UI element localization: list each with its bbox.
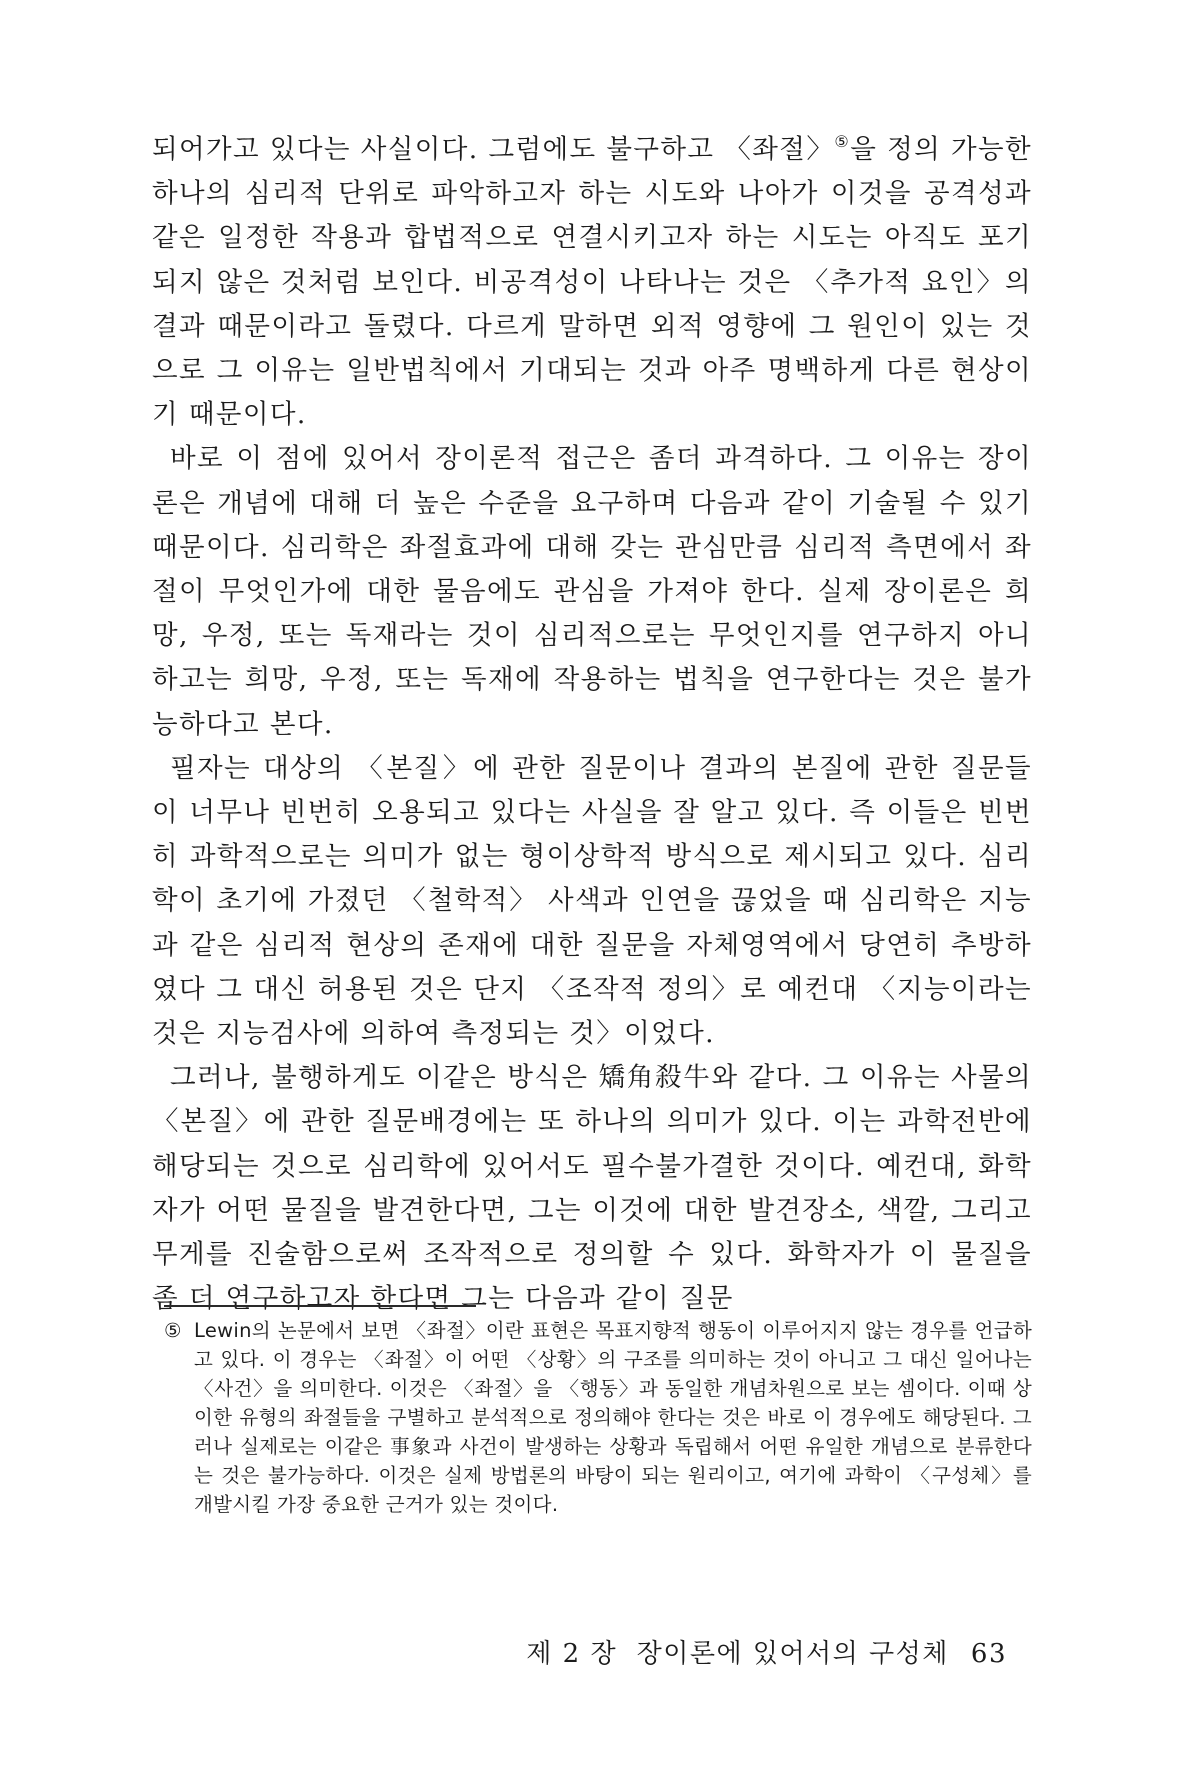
footnote-marker: ⑤ bbox=[164, 1319, 182, 1342]
main-text bbox=[152, 128, 1032, 1321]
footnote-5 bbox=[164, 1316, 1032, 1519]
paragraph-1 bbox=[152, 128, 1032, 437]
footnote-reference-5[interactable]: ⑤ bbox=[834, 132, 851, 151]
footnote-text: Lewin의 논문에서 보면 〈좌절〉이란 표현은 목표지향적 행동이 이루어지지 않는 경우를 언급하고 있다. 이 경우는 〈좌절〉이 어떤 〈상황〉의 구조를 의미하는 것이 아니고 그 대신 일어나는 〈사건〉을 의미한다. 이것은 〈좌절〉을 〈행동〉과 동일한 개념차원으로 보는 셈이다. 이때 상이한 유형의 좌절들을 구별하고 분석적으로 정의해야 한다는 것은 바로 이 경우에도 해당된다. 그러나 실제로는 이같은 事象과 사건이 발생하는 상황과 독립해서 어떤 유일한 개념으로 분류한다는 것은 불가능하다. 이것은 실제 방법론의 바탕이 되는 원리이고, 여기에 과학이 〈구성체〉를 개발시킬 가장 중요한 근거가 있는 것이다. bbox=[194, 1319, 1032, 1516]
chapter-title: 제 2 장 장이론에 있어서의 구성체 bbox=[526, 1639, 949, 1669]
running-footer bbox=[526, 1633, 1007, 1670]
paragraph-2: 바로 이 점에 있어서 장이론적 접근은 좀더 과격하다. 그 이유는 장이론은 개념에 대해 더 높은 수준을 요구하며 다음과 같이 기술될 수 있기 때문이다. 심리학은 좌절효과에 대해 갖는 관심만큼 심리적 측면에서 좌절이 무엇인가에 대한 물음에도 관심을 가져야 한다. 실제 장이론은 희망, 우정, 또는 독재라는 것이 심리적으로는 무엇인지를 연구하지 아니 하고는 희망, 우정, 또는 독재에 작용하는 법칙을 연구한다는 것은 불가능하다고 본다. bbox=[152, 443, 1032, 740]
footnote-divider bbox=[164, 1305, 476, 1307]
paragraph-1-start: 되어가고 있다는 사실이다. 그럼에도 불구하고 〈좌절〉 bbox=[152, 134, 835, 165]
paragraph-3: 필자는 대상의 〈본질〉에 관한 질문이나 결과의 본질에 관한 질문들이 너무나 빈번히 오용되고 있다는 사실을 잘 알고 있다. 즉 이들은 빈번히 과학적으로는 의미가 없는 형이상학적 방식으로 제시되고 있다. 심리학이 초기에 가졌던 〈철학적〉 사색과 인연을 끊었을 때 심리학은 지능과 같은 심리적 현상의 존재에 대한 질문을 자체영역에서 당연히 추방하였다 그 대신 허용된 것은 단지 〈조작적 정의〉로 예컨대 〈지능이라는 것은 지능검사에 의하여 측정되는 것〉이었다. bbox=[152, 752, 1032, 1050]
paragraph-1-rest: 을 정의 가능한 하나의 심리적 단위로 파악하고자 하는 시도와 나아가 이것을 공격성과 같은 일정한 작용과 합법적으로 연결시키고자 하는 시도는 아직도 포기되지 않은 것처럼 보인다. 비공격성이 나타나는 것은 〈추가적 요인〉의 결과 때문이라고 돌렸다. 다르게 말하면 외적 영향에 그 원인이 있는 것으로 그 이유는 일반법칙에서 기대되는 것과 아주 명백하게 다른 현상이기 때문이다. bbox=[152, 134, 1032, 431]
paragraph-4: 그러나, 불행하게도 이같은 방식은 矯角殺牛와 같다. 그 이유는 사물의 〈본질〉에 관한 질문배경에는 또 하나의 의미가 있다. 이는 과학전반에 해당되는 것으로 심리학에 있어서도 필수불가결한 것이다. 예컨대, 화학자가 어떤 물질을 발견한다면, 그는 이것에 대한 발견장소, 색깔, 그리고 무게를 진술함으로써 조작적으로 정의할 수 있다. 화학자가 이 물질을 좀 더 연구하고자 한다면 그는 다음과 같이 질문 bbox=[152, 1062, 1032, 1315]
page-number: 63 bbox=[970, 1639, 1007, 1669]
